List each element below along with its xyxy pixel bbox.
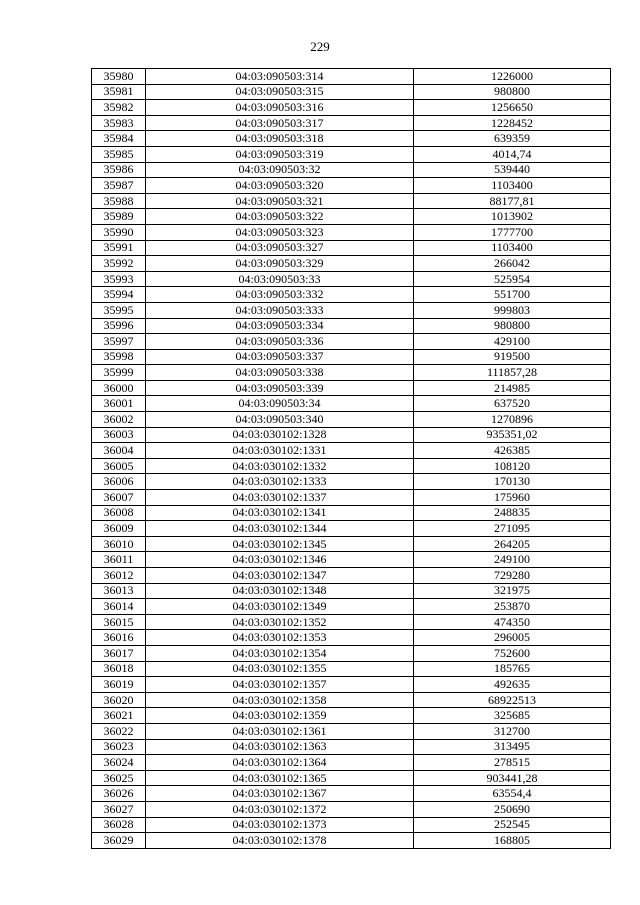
table-row bbox=[92, 100, 611, 116]
cadastral-number-cell: 04:03:090503:327 bbox=[146, 240, 414, 256]
cadastral-number-cell: 04:03:030102:1365 bbox=[146, 770, 414, 786]
table-row bbox=[92, 209, 611, 225]
table-row bbox=[92, 256, 611, 272]
value-cell: 551700 bbox=[414, 287, 611, 303]
table-row bbox=[92, 801, 611, 817]
table-row bbox=[92, 833, 611, 849]
table-row bbox=[92, 178, 611, 194]
value-cell: 429100 bbox=[414, 334, 611, 350]
table-row bbox=[92, 723, 611, 739]
table-row bbox=[92, 458, 611, 474]
value-cell: 1270896 bbox=[414, 412, 611, 428]
cadastral-number-cell: 04:03:030102:1358 bbox=[146, 692, 414, 708]
value-cell: 250690 bbox=[414, 801, 611, 817]
value-cell: 639359 bbox=[414, 131, 611, 147]
table-row bbox=[92, 396, 611, 412]
table-row bbox=[92, 490, 611, 506]
table-row bbox=[92, 645, 611, 661]
row-number-cell: 36016 bbox=[92, 630, 146, 646]
value-cell: 63554,4 bbox=[414, 786, 611, 802]
cadastral-number-cell: 04:03:090503:34 bbox=[146, 396, 414, 412]
cadastral-number-cell: 04:03:090503:318 bbox=[146, 131, 414, 147]
value-cell: 325685 bbox=[414, 708, 611, 724]
row-number-cell: 36015 bbox=[92, 614, 146, 630]
table-row bbox=[92, 677, 611, 693]
cadastral-number-cell: 04:03:090503:332 bbox=[146, 287, 414, 303]
value-cell: 271095 bbox=[414, 521, 611, 537]
value-cell: 637520 bbox=[414, 396, 611, 412]
row-number-cell: 36017 bbox=[92, 645, 146, 661]
cadastral-number-cell: 04:03:090503:317 bbox=[146, 115, 414, 131]
row-number-cell: 35998 bbox=[92, 349, 146, 365]
table-row bbox=[92, 240, 611, 256]
cadastral-number-cell: 04:03:090503:329 bbox=[146, 256, 414, 272]
cadastral-number-cell: 04:03:090503:323 bbox=[146, 224, 414, 240]
row-number-cell: 35994 bbox=[92, 287, 146, 303]
row-number-cell: 36009 bbox=[92, 521, 146, 537]
cadastral-number-cell: 04:03:090503:316 bbox=[146, 100, 414, 116]
row-number-cell: 36029 bbox=[92, 833, 146, 849]
cadastral-number-cell: 04:03:090503:334 bbox=[146, 318, 414, 334]
row-number-cell: 35990 bbox=[92, 224, 146, 240]
value-cell: 264205 bbox=[414, 536, 611, 552]
table-row bbox=[92, 302, 611, 318]
table-row bbox=[92, 427, 611, 443]
value-cell: 1226000 bbox=[414, 69, 611, 85]
value-cell: 919500 bbox=[414, 349, 611, 365]
cadastral-number-cell: 04:03:030102:1372 bbox=[146, 801, 414, 817]
table-row bbox=[92, 131, 611, 147]
row-number-cell: 35992 bbox=[92, 256, 146, 272]
table-row bbox=[92, 599, 611, 615]
row-number-cell: 36019 bbox=[92, 677, 146, 693]
table-row bbox=[92, 412, 611, 428]
row-number-cell: 36011 bbox=[92, 552, 146, 568]
value-cell: 248835 bbox=[414, 505, 611, 521]
cadastral-number-cell: 04:03:030102:1352 bbox=[146, 614, 414, 630]
row-number-cell: 36002 bbox=[92, 412, 146, 428]
cadastral-number-cell: 04:03:090503:320 bbox=[146, 178, 414, 194]
value-cell: 312700 bbox=[414, 723, 611, 739]
cadastral-number-cell: 04:03:030102:1337 bbox=[146, 490, 414, 506]
row-number-cell: 36007 bbox=[92, 490, 146, 506]
table-row bbox=[92, 583, 611, 599]
row-number-cell: 36014 bbox=[92, 599, 146, 615]
cadastral-number-cell: 04:03:030102:1345 bbox=[146, 536, 414, 552]
table-row bbox=[92, 146, 611, 162]
row-number-cell: 36000 bbox=[92, 380, 146, 396]
value-cell: 1256650 bbox=[414, 100, 611, 116]
table-row bbox=[92, 568, 611, 584]
row-number-cell: 35983 bbox=[92, 115, 146, 131]
cadastral-number-cell: 04:03:030102:1354 bbox=[146, 645, 414, 661]
cadastral-number-cell: 04:03:090503:321 bbox=[146, 193, 414, 209]
table-row bbox=[92, 349, 611, 365]
table-row bbox=[92, 521, 611, 537]
table-row bbox=[92, 630, 611, 646]
value-cell: 1777700 bbox=[414, 224, 611, 240]
row-number-cell: 35987 bbox=[92, 178, 146, 194]
cadastral-number-cell: 04:03:030102:1367 bbox=[146, 786, 414, 802]
registry-table bbox=[91, 68, 611, 849]
table-row bbox=[92, 84, 611, 100]
page-number: 229 bbox=[310, 39, 330, 54]
row-number-cell: 36028 bbox=[92, 817, 146, 833]
row-number-cell: 35993 bbox=[92, 271, 146, 287]
cadastral-number-cell: 04:03:030102:1361 bbox=[146, 723, 414, 739]
value-cell: 1103400 bbox=[414, 240, 611, 256]
value-cell: 4014,74 bbox=[414, 146, 611, 162]
row-number-cell: 36005 bbox=[92, 458, 146, 474]
value-cell: 108120 bbox=[414, 458, 611, 474]
value-cell: 266042 bbox=[414, 256, 611, 272]
row-number-cell: 35982 bbox=[92, 100, 146, 116]
row-number-cell: 36001 bbox=[92, 396, 146, 412]
value-cell: 214985 bbox=[414, 380, 611, 396]
table-row bbox=[92, 443, 611, 459]
row-number-cell: 35991 bbox=[92, 240, 146, 256]
cadastral-number-cell: 04:03:090503:338 bbox=[146, 365, 414, 381]
cadastral-number-cell: 04:03:030102:1341 bbox=[146, 505, 414, 521]
value-cell: 185765 bbox=[414, 661, 611, 677]
table-row bbox=[92, 661, 611, 677]
row-number-cell: 36012 bbox=[92, 568, 146, 584]
table-row bbox=[92, 505, 611, 521]
row-number-cell: 35999 bbox=[92, 365, 146, 381]
value-cell: 1013902 bbox=[414, 209, 611, 225]
cadastral-number-cell: 04:03:030102:1378 bbox=[146, 833, 414, 849]
table-row bbox=[92, 817, 611, 833]
row-number-cell: 36010 bbox=[92, 536, 146, 552]
value-cell: 111857,28 bbox=[414, 365, 611, 381]
value-cell: 296005 bbox=[414, 630, 611, 646]
cadastral-number-cell: 04:03:030102:1363 bbox=[146, 739, 414, 755]
row-number-cell: 36024 bbox=[92, 755, 146, 771]
table-row bbox=[92, 224, 611, 240]
cadastral-number-cell: 04:03:090503:333 bbox=[146, 302, 414, 318]
row-number-cell: 35986 bbox=[92, 162, 146, 178]
row-number-cell: 35981 bbox=[92, 84, 146, 100]
row-number-cell: 36021 bbox=[92, 708, 146, 724]
row-number-cell: 35995 bbox=[92, 302, 146, 318]
value-cell: 88177,81 bbox=[414, 193, 611, 209]
value-cell: 278515 bbox=[414, 755, 611, 771]
row-number-cell: 36008 bbox=[92, 505, 146, 521]
row-number-cell: 36013 bbox=[92, 583, 146, 599]
cadastral-number-cell: 04:03:030102:1347 bbox=[146, 568, 414, 584]
table-row bbox=[92, 365, 611, 381]
cadastral-number-cell: 04:03:030102:1357 bbox=[146, 677, 414, 693]
row-number-cell: 36027 bbox=[92, 801, 146, 817]
cadastral-number-cell: 04:03:030102:1348 bbox=[146, 583, 414, 599]
value-cell: 253870 bbox=[414, 599, 611, 615]
value-cell: 426385 bbox=[414, 443, 611, 459]
value-cell: 321975 bbox=[414, 583, 611, 599]
cadastral-number-cell: 04:03:090503:33 bbox=[146, 271, 414, 287]
cadastral-number-cell: 04:03:090503:315 bbox=[146, 84, 414, 100]
table-row bbox=[92, 474, 611, 490]
table-row bbox=[92, 380, 611, 396]
value-cell: 249100 bbox=[414, 552, 611, 568]
cadastral-number-cell: 04:03:030102:1344 bbox=[146, 521, 414, 537]
table-row bbox=[92, 287, 611, 303]
value-cell: 313495 bbox=[414, 739, 611, 755]
registry-table-body bbox=[92, 69, 611, 849]
row-number-cell: 36018 bbox=[92, 661, 146, 677]
cadastral-number-cell: 04:03:090503:340 bbox=[146, 412, 414, 428]
cadastral-number-cell: 04:03:090503:322 bbox=[146, 209, 414, 225]
cadastral-number-cell: 04:03:030102:1332 bbox=[146, 458, 414, 474]
table-row bbox=[92, 614, 611, 630]
value-cell: 935351,02 bbox=[414, 427, 611, 443]
cadastral-number-cell: 04:03:030102:1349 bbox=[146, 599, 414, 615]
cadastral-number-cell: 04:03:030102:1353 bbox=[146, 630, 414, 646]
value-cell: 980800 bbox=[414, 318, 611, 334]
row-number-cell: 36025 bbox=[92, 770, 146, 786]
value-cell: 752600 bbox=[414, 645, 611, 661]
cadastral-number-cell: 04:03:030102:1373 bbox=[146, 817, 414, 833]
table-row bbox=[92, 193, 611, 209]
value-cell: 980800 bbox=[414, 84, 611, 100]
cadastral-number-cell: 04:03:030102:1364 bbox=[146, 755, 414, 771]
table-row bbox=[92, 692, 611, 708]
table-row bbox=[92, 271, 611, 287]
cadastral-number-cell: 04:03:030102:1333 bbox=[146, 474, 414, 490]
value-cell: 168805 bbox=[414, 833, 611, 849]
row-number-cell: 36003 bbox=[92, 427, 146, 443]
row-number-cell: 35988 bbox=[92, 193, 146, 209]
value-cell: 525954 bbox=[414, 271, 611, 287]
table-row bbox=[92, 536, 611, 552]
value-cell: 492635 bbox=[414, 677, 611, 693]
table-row bbox=[92, 739, 611, 755]
table-row bbox=[92, 786, 611, 802]
table-row bbox=[92, 552, 611, 568]
table-row bbox=[92, 770, 611, 786]
value-cell: 999803 bbox=[414, 302, 611, 318]
table-row bbox=[92, 755, 611, 771]
cadastral-number-cell: 04:03:030102:1359 bbox=[146, 708, 414, 724]
cadastral-number-cell: 04:03:090503:32 bbox=[146, 162, 414, 178]
row-number-cell: 35984 bbox=[92, 131, 146, 147]
row-number-cell: 36004 bbox=[92, 443, 146, 459]
table-row bbox=[92, 334, 611, 350]
row-number-cell: 36020 bbox=[92, 692, 146, 708]
cadastral-number-cell: 04:03:090503:337 bbox=[146, 349, 414, 365]
cadastral-number-cell: 04:03:090503:314 bbox=[146, 69, 414, 85]
cadastral-number-cell: 04:03:030102:1346 bbox=[146, 552, 414, 568]
value-cell: 68922513 bbox=[414, 692, 611, 708]
value-cell: 170130 bbox=[414, 474, 611, 490]
value-cell: 903441,28 bbox=[414, 770, 611, 786]
row-number-cell: 36006 bbox=[92, 474, 146, 490]
row-number-cell: 35980 bbox=[92, 69, 146, 85]
cadastral-number-cell: 04:03:090503:319 bbox=[146, 146, 414, 162]
value-cell: 474350 bbox=[414, 614, 611, 630]
row-number-cell: 35997 bbox=[92, 334, 146, 350]
value-cell: 729280 bbox=[414, 568, 611, 584]
cadastral-number-cell: 04:03:030102:1355 bbox=[146, 661, 414, 677]
row-number-cell: 35989 bbox=[92, 209, 146, 225]
table-row bbox=[92, 69, 611, 85]
row-number-cell: 36026 bbox=[92, 786, 146, 802]
cadastral-number-cell: 04:03:030102:1328 bbox=[146, 427, 414, 443]
row-number-cell: 35996 bbox=[92, 318, 146, 334]
row-number-cell: 36023 bbox=[92, 739, 146, 755]
value-cell: 1103400 bbox=[414, 178, 611, 194]
value-cell: 175960 bbox=[414, 490, 611, 506]
value-cell: 252545 bbox=[414, 817, 611, 833]
row-number-cell: 36022 bbox=[92, 723, 146, 739]
table-row bbox=[92, 162, 611, 178]
table-row bbox=[92, 115, 611, 131]
cadastral-number-cell: 04:03:030102:1331 bbox=[146, 443, 414, 459]
table-row bbox=[92, 708, 611, 724]
row-number-cell: 35985 bbox=[92, 146, 146, 162]
table-row bbox=[92, 318, 611, 334]
value-cell: 1228452 bbox=[414, 115, 611, 131]
value-cell: 539440 bbox=[414, 162, 611, 178]
cadastral-number-cell: 04:03:090503:339 bbox=[146, 380, 414, 396]
cadastral-number-cell: 04:03:090503:336 bbox=[146, 334, 414, 350]
